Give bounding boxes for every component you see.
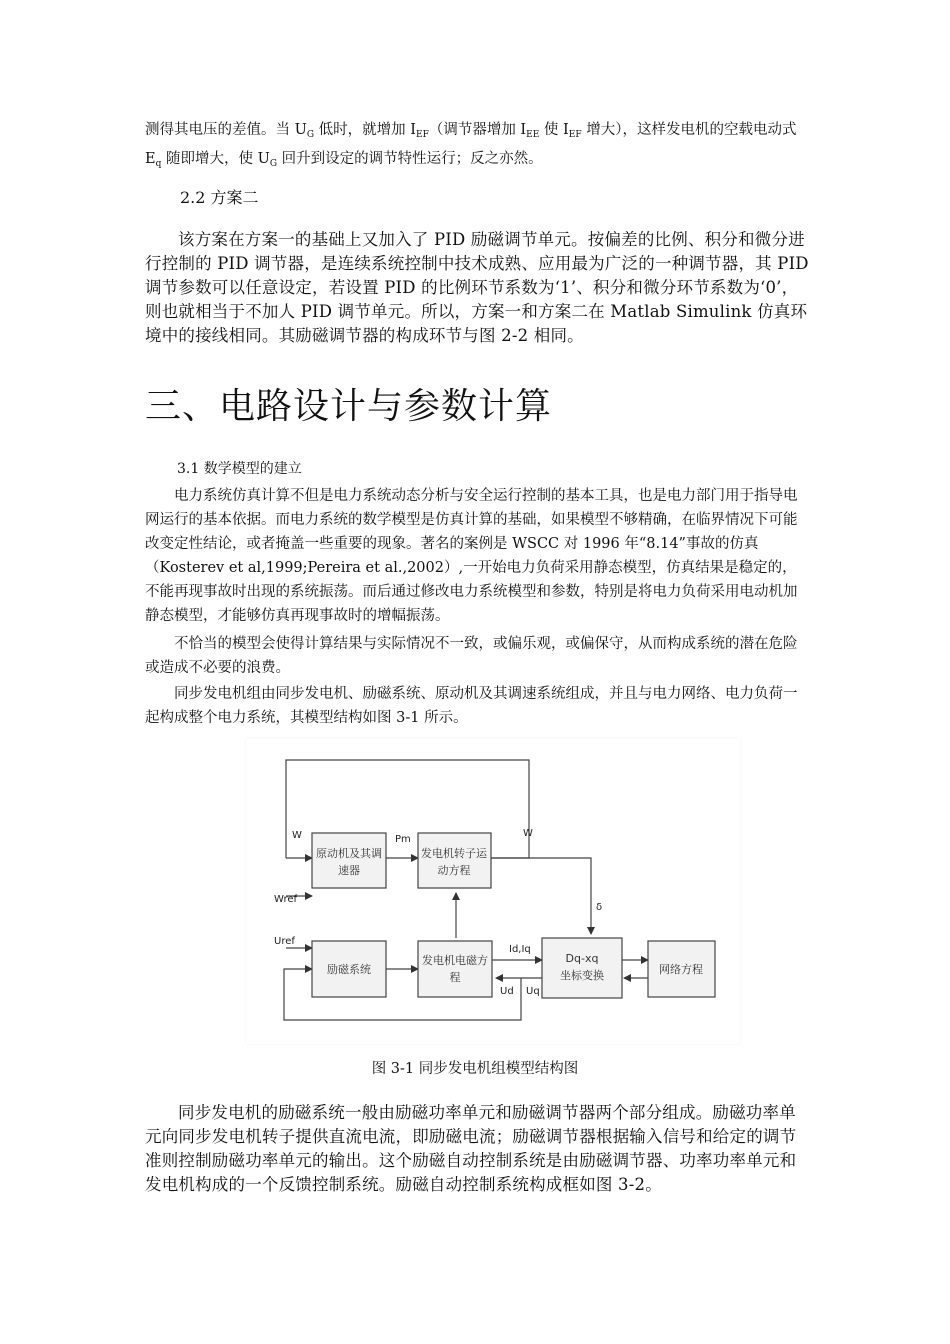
em-label-2: 程: [449, 971, 461, 984]
prime-mover-label-1: 原动机及其调: [316, 847, 382, 860]
figure-caption: 图 3-1 同步发电机组模型结构图: [371, 1061, 579, 1077]
rotor-label-1: 发电机转子运: [421, 847, 487, 860]
section-heading-3-1: 3.1 数学模型的建立: [177, 461, 302, 477]
em-label-1: 发电机电磁方: [422, 954, 488, 967]
pm-label: Pm: [395, 834, 411, 845]
model-structure-figure: [246, 738, 740, 1044]
excitation-label: 励磁系统: [327, 963, 371, 976]
wref-label: Wref: [274, 894, 298, 905]
chapter-heading: 三、电路设计与参数计算: [145, 386, 553, 427]
paragraph-improper-model: 不恰当的模型会使得计算结果与实际情况不一致，或偏乐观，或偏保守，从而构成系统的潜在危险或造成不必要的浪费。: [145, 636, 798, 676]
paragraph-scheme-two: 该方案在方案一的基础上又加入了 PID 励磁调节单元。按偏差的比例、积分和微分进行控制的 PID 调节器，是连续系统控制中技术成熟、应用最为广泛的一种调节器，其 PID 调节参数可以任意设定，若设置 PID 的比例环节系数为‘1’、积分和微分环节系数为‘0’，则也就相当于不加人 PID 调节单元。所以，方案一和方案二在 Matlab Simulink 仿真环境中的接线相同。其励磁调节器的构成环节与图 2-2 相同。: [145, 230, 809, 345]
prime-mover-label-2: 速器: [338, 864, 360, 877]
delta-label: δ: [596, 902, 603, 913]
em-equation-box: [418, 941, 492, 997]
w-right-label: W: [523, 828, 533, 839]
w-left-label: W: [292, 830, 302, 841]
network-label: 网络方程: [659, 963, 703, 976]
uref-label: Uref: [274, 936, 295, 947]
ud-label: Ud: [500, 986, 514, 997]
block-diagram: [246, 738, 740, 1044]
dq-transform-box: [542, 938, 622, 998]
uq-label: Uq: [526, 986, 540, 997]
idiq-label: Id,Iq: [509, 944, 531, 955]
paragraph-generator-composition: 同步发电机组由同步发电机、励磁系统、原动机及其调速系统组成，并且与电力网络、电力负荷一起构成整个电力系统，其模型结构如图 3-1 所示。: [145, 686, 798, 726]
rotor-label-2: 动方程: [437, 864, 471, 877]
paragraph-model-importance: 电力系统仿真计算不但是电力系统动态分析与安全运行控制的基本工具，也是电力部门用于指导电网运行的基本依据。而电力系统的数学模型是仿真计算的基础，如果模型不够精确，在临界情况下可能改变定性结论，或者掩盖一些重要的现象。著名的案例是 WSCC 对 1996 年“8.14”事故的仿真（Kosterev et al,1999;Pereira et al.,2002）,一开始电力负荷采用静态模型，仿真结果是稳定的，不能再现事故时出现的系统振荡。而后通过修改电力系统模型和参数，特别是将电力负荷采用电动机加静态模型，才能够仿真再现事故时的增幅振荡。: [145, 488, 798, 624]
rotor-equation-box: [418, 833, 491, 888]
paragraph-intro: 测得其电压的差值。当 $U_G$ 低时，就增加 $I_{EF}$（调节器增加 $I_{EE}$ 使 $I_{EF}$ 增大），这样发电机的空载电动式 $E_q$ 随即增大，使 $U_G$ 回升到设定的调节特性运行；反之亦然。: [145, 122, 797, 169]
prime-mover-box: [312, 833, 386, 888]
section-heading-2-2: 2.2 方案二: [180, 188, 259, 207]
dq-label-2: 坐标变换: [560, 969, 604, 982]
paragraph-excitation-system: 同步发电机的励磁系统一般由励磁功率单元和励磁调节器两个部分组成。励磁功率单元向同步发电机转子提供直流电流，即励磁电流；励磁调节器根据输入信号和给定的调节准则控制励磁功率单元的输出。这个励磁自动控制系统是由励磁调节器、功率功率单元和发电机构成的一个反馈控制系统。励磁自动控制系统构成框如图 3-2。: [145, 1103, 797, 1194]
dq-label-1: Dq-xq: [565, 952, 599, 965]
